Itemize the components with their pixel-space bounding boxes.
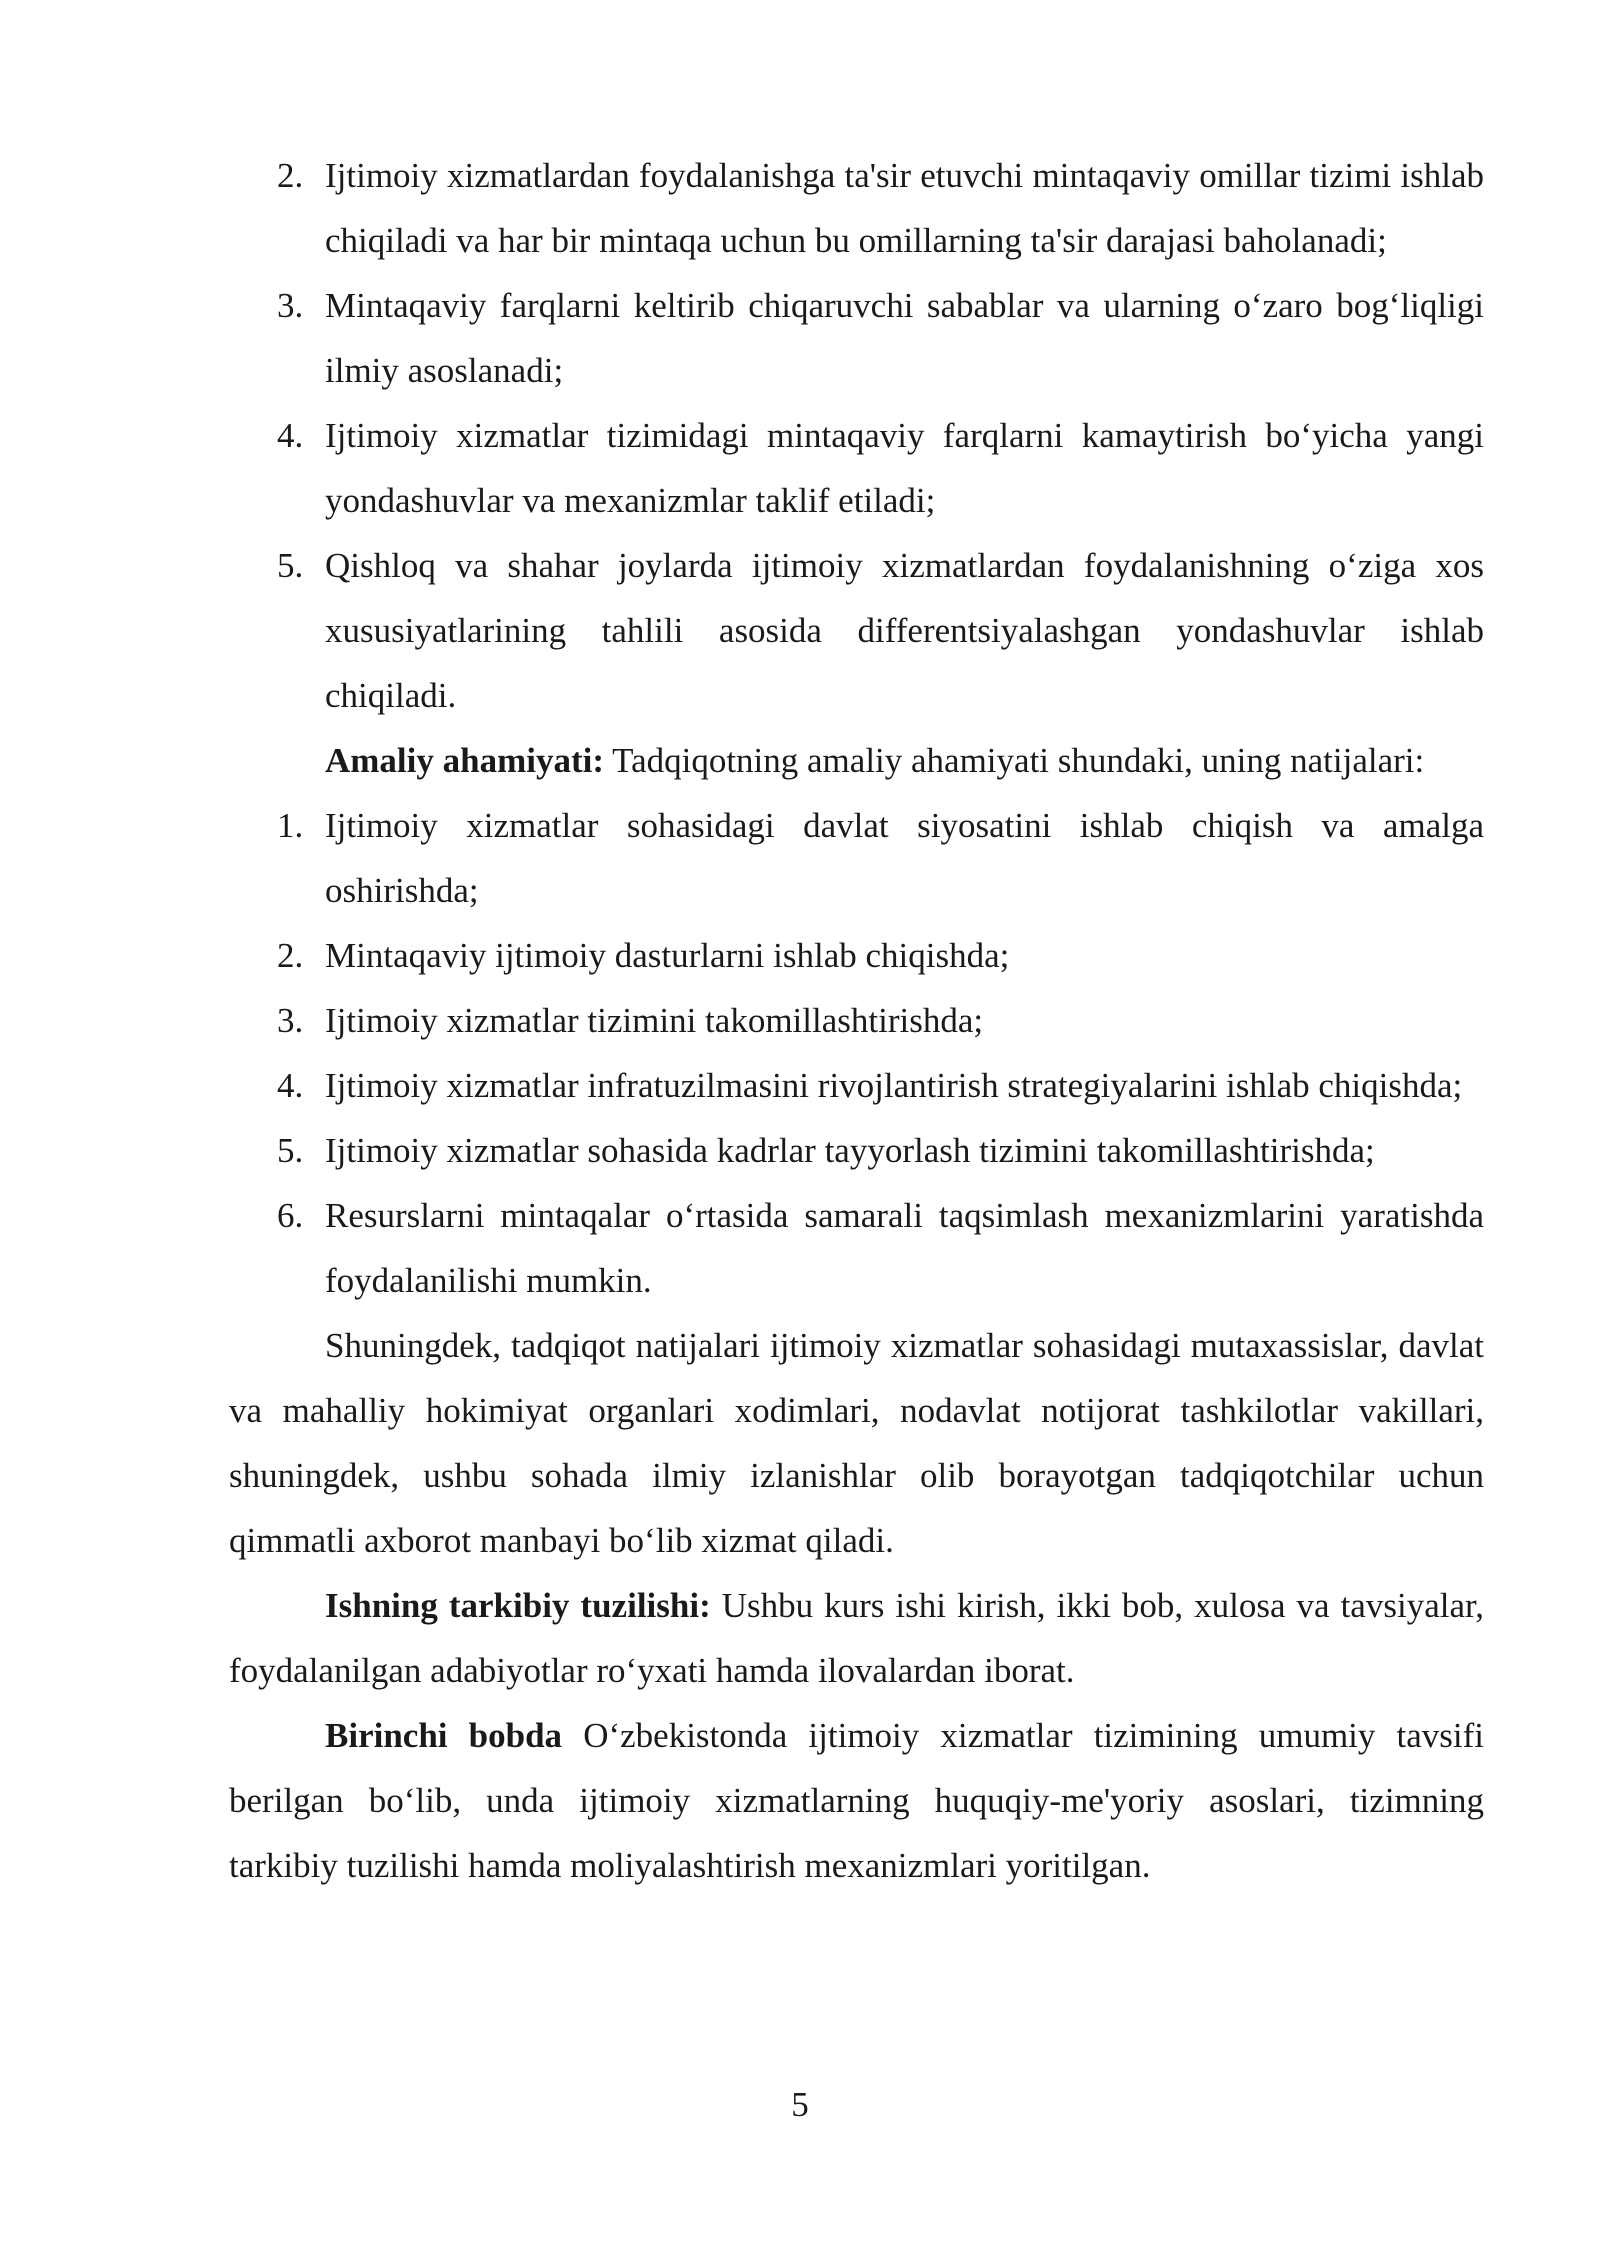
list-item [229, 793, 1484, 923]
list-number: 1. [277, 806, 304, 845]
list-text: Resurslarni mintaqalar o‘rtasida samarali taqsimlash mexanizmlarini yaratishda foydalanilishi mumkin. [325, 1196, 1484, 1300]
list-text: Ijtimoiy xizmatlar infratuzilmasini rivojlantirish strategiyalarini ishlab chiqishda; [325, 1066, 1463, 1105]
list-text: Ijtimoiy xizmatlar sohasida kadrlar tayyorlash tizimini takomillashtirishda; [325, 1131, 1375, 1170]
audience-paragraph: Shuningdek, tadqiqot natijalari ijtimoiy xizmatlar sohasidagi mutaxassislar, davlat va mahalliy hokimiyat organlari xodimlari, nodavlat notijorat tashkilotlar vakillari, shuningdek, ushbu sohada ilmiy izlanishlar olib borayotgan tadqiqotchilar uchun qimmatli axborot manbayi bo‘lib xizmat qiladi. [229, 1326, 1484, 1560]
structure-label: Ishning tarkibiy tuzilishi: [325, 1586, 711, 1625]
chapter-one-text: O‘zbekistonda ijtimoiy xizmatlar tizimining umumiy tavsifi berilgan bo‘lib, unda ijtimoiy xizmatlarning huquqiy-me'yoriy asoslari, tizimning tarkibiy tuzilishi hamda moliyalashtirish mexanizmlari yoritilgan. [229, 1716, 1485, 1885]
list-item [229, 533, 1484, 728]
page-number: 5 [791, 2085, 809, 2124]
list-item [229, 1118, 1484, 1183]
list-item [229, 143, 1484, 273]
chapter-one-paragraph [229, 1703, 1484, 1898]
outcomes-list [229, 143, 1484, 728]
list-number: 5. [277, 546, 304, 585]
list-number: 6. [277, 1196, 304, 1235]
list-number: 4. [277, 416, 304, 455]
list-number: 2. [277, 156, 304, 195]
list-item [229, 273, 1484, 403]
list-text: Ijtimoiy xizmatlar tizimini takomillashtirishda; [325, 1001, 984, 1040]
list-text: Ijtimoiy xizmatlardan foydalanishga ta'sir etuvchi mintaqaviy omillar tizimi ishlab chiqiladi va har bir mintaqa uchun bu omillarning ta'sir darajasi baholanadi; [325, 156, 1484, 260]
structure-text: Ushbu kurs ishi kirish, ikki bob, xulosa va tavsiyalar, foydalanilgan adabiyotlar ro‘yxati hamda ilovalardan iborat. [229, 1586, 1484, 1690]
list-number: 4. [277, 1066, 304, 1105]
list-text: Mintaqaviy ijtimoiy dasturlarni ishlab chiqishda; [325, 936, 1010, 975]
practical-significance-paragraph [229, 728, 1484, 793]
list-text: Ijtimoiy xizmatlar tizimidagi mintaqaviy farqlarni kamaytirish bo‘yicha yangi yondashuvlar va mexanizmlar taklif etiladi; [325, 416, 1484, 520]
list-item [229, 923, 1484, 988]
list-number: 5. [277, 1131, 304, 1170]
practical-significance-text: Tadqiqotning amaliy ahamiyati shundaki, uning natijalari: [604, 741, 1425, 780]
list-number: 2. [277, 936, 304, 975]
practical-significance-label: Amaliy ahamiyati: [325, 741, 605, 780]
document-page [229, 143, 1484, 1898]
list-text: Mintaqaviy farqlarni keltirib chiqaruvchi sabablar va ularning o‘zaro bog‘liqligi ilmiy asoslanadi; [325, 286, 1484, 390]
chapter-one-label: Birinchi bobda [325, 1716, 563, 1755]
list-text: Qishloq va shahar joylarda ijtimoiy xizmatlardan foydalanishning o‘ziga xos xususiyatlarining tahlili asosida differentsiyalashgan yondashuvlar ishlab chiqiladi. [325, 546, 1484, 715]
list-text: Ijtimoiy xizmatlar sohasidagi davlat siyosatini ishlab chiqish va amalga oshirishda; [325, 806, 1484, 910]
list-item [229, 1053, 1484, 1118]
list-number: 3. [277, 1001, 304, 1040]
structure-paragraph [229, 1573, 1484, 1703]
list-item [229, 1183, 1484, 1313]
applications-list [229, 793, 1484, 1313]
list-number: 3. [277, 286, 304, 325]
list-item [229, 988, 1484, 1053]
list-item [229, 403, 1484, 533]
